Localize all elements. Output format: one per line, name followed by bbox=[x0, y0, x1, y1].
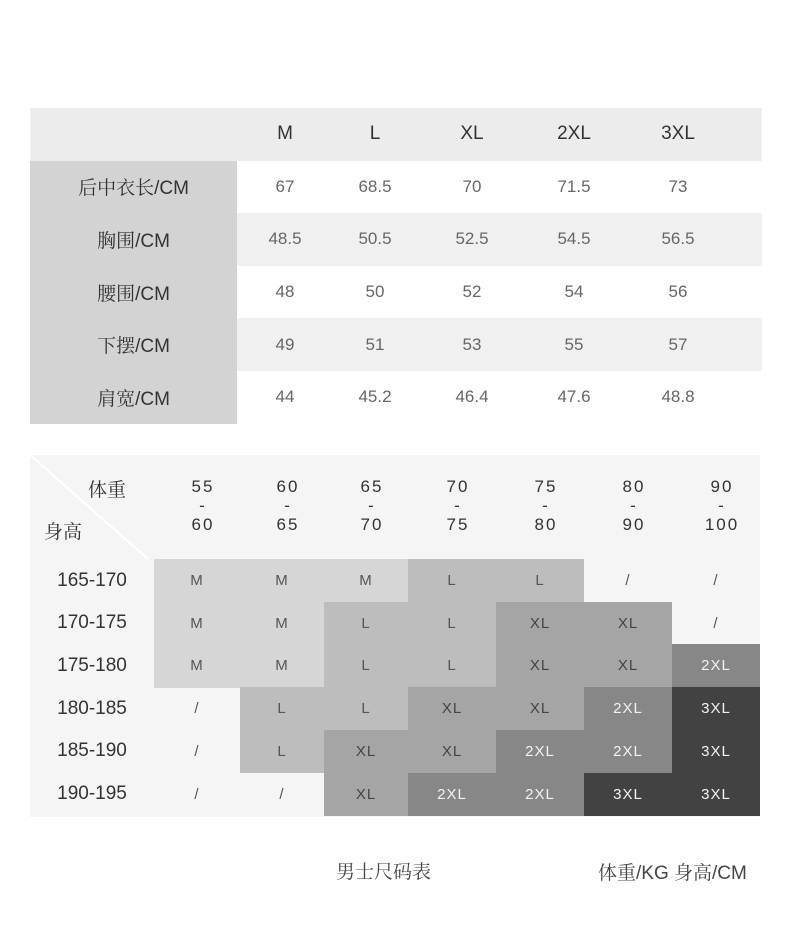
measurement-label: 肩宽/CM bbox=[30, 371, 237, 424]
measurement-value: 50.5 bbox=[358, 229, 392, 249]
measurement-label: 胸围/CM bbox=[30, 213, 237, 266]
size-recommendation-cell: / bbox=[279, 785, 285, 803]
weight-range-low: 80 bbox=[622, 477, 646, 496]
size-recommendation-cell: 2XL bbox=[408, 773, 496, 816]
size-recommendation-cell: 2XL bbox=[672, 644, 760, 687]
measurement-value: 52 bbox=[462, 282, 482, 302]
weight-range-dash: - bbox=[368, 496, 376, 515]
weight-range-dash: - bbox=[630, 496, 638, 515]
size-recommendation-cell: M bbox=[154, 644, 240, 687]
size-recommendation-cell: M bbox=[154, 559, 240, 602]
weight-range-header bbox=[418, 477, 498, 534]
weight-range-header bbox=[248, 477, 328, 534]
weight-range-dash: - bbox=[542, 496, 550, 515]
size-recommendation-cell: L bbox=[496, 559, 584, 602]
size-recommendation-cell: 3XL bbox=[672, 687, 760, 730]
size-recommendation-cell: M bbox=[240, 644, 324, 687]
size-header: 3XL bbox=[661, 123, 695, 145]
size-recommendation-cell: 3XL bbox=[672, 730, 760, 773]
weight-range-high: 65 bbox=[276, 515, 300, 534]
weight-range-header bbox=[594, 477, 674, 534]
size-recommend-table bbox=[30, 455, 760, 817]
height-range-label: 185-190 bbox=[57, 740, 127, 762]
weight-range-dash: - bbox=[199, 496, 207, 515]
weight-range-high: 60 bbox=[191, 515, 215, 534]
size-recommendation-cell: / bbox=[713, 614, 719, 632]
measurement-value: 53 bbox=[462, 334, 482, 354]
weight-range-high: 80 bbox=[534, 515, 558, 534]
weight-range-dash: - bbox=[454, 496, 462, 515]
weight-range-dash: - bbox=[718, 496, 726, 515]
size-recommendation-cell: / bbox=[713, 572, 719, 590]
size-recommendation-cell: 3XL bbox=[672, 773, 760, 816]
measurement-label: 下摆/CM bbox=[30, 318, 237, 371]
size-header: XL bbox=[460, 123, 484, 145]
weight-range-high: 100 bbox=[704, 515, 740, 534]
size-recommendation-cell: XL bbox=[324, 773, 408, 816]
size-recommendation-cell: L bbox=[324, 602, 408, 645]
size-recommendation-cell: XL bbox=[496, 602, 584, 645]
measurement-value: 48.8 bbox=[661, 387, 695, 407]
size-recommendation-cell: 2XL bbox=[584, 687, 672, 730]
measurement-row bbox=[30, 371, 762, 424]
weight-range-low: 60 bbox=[276, 477, 300, 496]
measurement-value: 51 bbox=[365, 334, 385, 354]
measurement-value: 57 bbox=[668, 334, 688, 354]
measurement-value: 44 bbox=[275, 387, 295, 407]
measurement-value: 71.5 bbox=[557, 176, 591, 196]
measurement-label: 后中衣长/CM bbox=[30, 161, 237, 214]
weight-range-header bbox=[332, 477, 412, 534]
measurement-row bbox=[30, 161, 762, 214]
measurement-value: 55 bbox=[564, 334, 584, 354]
size-recommendation-cell: XL bbox=[496, 644, 584, 687]
weight-range-high: 70 bbox=[360, 515, 384, 534]
measurement-value: 49 bbox=[275, 334, 295, 354]
weight-range-header bbox=[163, 477, 243, 534]
size-recommendation-cell: M bbox=[324, 559, 408, 602]
size-recommendation-cell: M bbox=[240, 559, 324, 602]
measurement-value: 52.5 bbox=[455, 229, 489, 249]
size-recommendation-cell: XL bbox=[584, 644, 672, 687]
weight-range-low: 55 bbox=[191, 477, 215, 496]
chart-title: 男士尺码表 bbox=[336, 862, 432, 883]
size-recommendation-cell: XL bbox=[408, 730, 496, 773]
weight-range-header bbox=[682, 477, 762, 534]
height-range-label: 175-180 bbox=[57, 654, 127, 676]
size-recommendation-cell: XL bbox=[408, 687, 496, 730]
size-header: 2XL bbox=[557, 123, 591, 145]
size-recommendation-cell: / bbox=[194, 785, 200, 803]
weight-range-low: 70 bbox=[446, 477, 470, 496]
header-blank bbox=[30, 108, 237, 161]
size-recommendation-cell: L bbox=[408, 602, 496, 645]
size-recommendation-cell: XL bbox=[324, 730, 408, 773]
size-recommendation-cell: / bbox=[194, 742, 200, 760]
size-header: M bbox=[277, 123, 293, 145]
measurement-value: 67 bbox=[275, 176, 295, 196]
weight-range-low: 65 bbox=[360, 477, 384, 496]
size-recommendation-cell: 2XL bbox=[496, 730, 584, 773]
size-recommendation-cell: M bbox=[154, 602, 240, 645]
weight-range-high: 75 bbox=[446, 515, 470, 534]
size-recommendation-cell: 2XL bbox=[584, 730, 672, 773]
height-range-label: 180-185 bbox=[57, 697, 127, 719]
measurement-value: 45.2 bbox=[358, 387, 392, 407]
height-range-label: 170-175 bbox=[57, 612, 127, 634]
weight-range-low: 90 bbox=[710, 477, 734, 496]
weight-range-header bbox=[506, 477, 586, 534]
weight-axis-label: 体重 bbox=[88, 480, 127, 501]
corner-header bbox=[30, 455, 154, 559]
size-recommendation-cell: XL bbox=[496, 687, 584, 730]
units-note: 体重/KG 身高/CM bbox=[598, 863, 747, 884]
height-range-label: 165-170 bbox=[57, 569, 127, 591]
measurement-value: 56 bbox=[668, 282, 688, 302]
measurement-value: 73 bbox=[668, 176, 688, 196]
size-recommendation-cell: L bbox=[324, 644, 408, 687]
measurement-row bbox=[30, 213, 762, 266]
weight-range-dash: - bbox=[284, 496, 292, 515]
measurement-value: 70 bbox=[462, 176, 482, 196]
measurement-value: 54.5 bbox=[557, 229, 591, 249]
height-range-label: 190-195 bbox=[57, 783, 127, 804]
measurement-value: 68.5 bbox=[358, 176, 392, 196]
measurement-value: 50 bbox=[365, 282, 385, 302]
weight-range-high: 90 bbox=[622, 515, 646, 534]
size-recommendation-cell: L bbox=[408, 559, 496, 602]
size-recommendation-cell: XL bbox=[584, 602, 672, 645]
measurement-value: 56.5 bbox=[661, 229, 695, 249]
size-recommendation-cell: M bbox=[240, 602, 324, 645]
measurement-value: 46.4 bbox=[455, 387, 489, 407]
measurement-value: 47.6 bbox=[557, 387, 591, 407]
size-header: L bbox=[369, 123, 381, 145]
size-recommendation-cell: L bbox=[240, 687, 324, 730]
measurement-value: 48.5 bbox=[268, 229, 302, 249]
size-recommendation-cell: / bbox=[625, 572, 631, 590]
size-recommendation-cell: L bbox=[408, 644, 496, 687]
measurement-label: 腰围/CM bbox=[30, 266, 237, 319]
measurement-value: 48 bbox=[275, 282, 295, 302]
size-recommendation-cell: / bbox=[194, 700, 200, 718]
measurement-row bbox=[30, 266, 762, 319]
measurement-header-row bbox=[30, 108, 762, 161]
weight-range-low: 75 bbox=[534, 477, 558, 496]
measurement-value: 54 bbox=[564, 282, 584, 302]
measurement-table bbox=[30, 108, 762, 424]
size-recommendation-cell: 2XL bbox=[496, 773, 584, 816]
height-axis-label: 身高 bbox=[44, 522, 83, 543]
size-recommendation-cell: 3XL bbox=[584, 773, 672, 816]
measurement-row bbox=[30, 318, 762, 371]
size-recommendation-cell: L bbox=[240, 730, 324, 773]
size-recommendation-cell: L bbox=[324, 687, 408, 730]
